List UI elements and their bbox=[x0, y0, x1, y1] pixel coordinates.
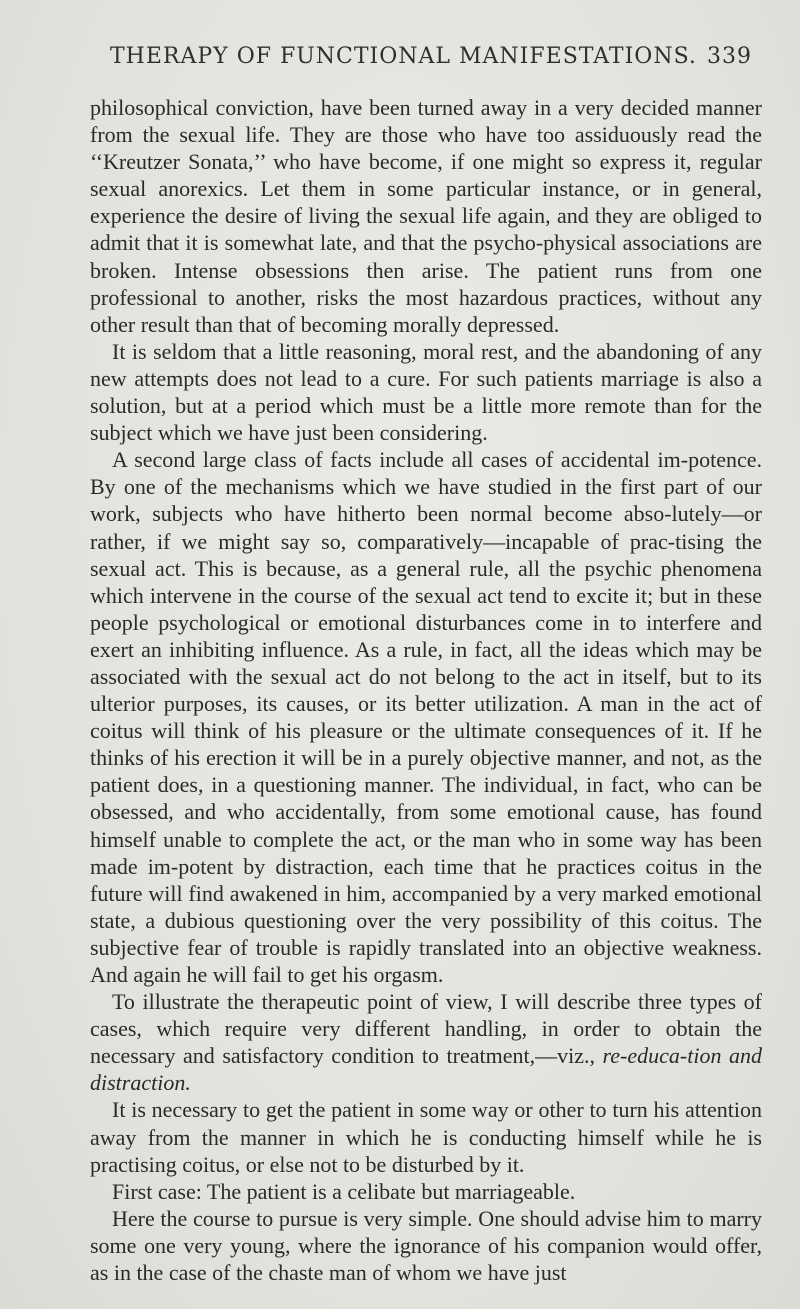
paragraph-5: It is necessary to get the patient in some way or other to turn his attention away from the manner in which he is conducting himself while he is practising coitus, or else not to be disturbed by it. bbox=[90, 1097, 762, 1177]
paragraph-7: Here the course to pursue is very simple. One should advise him to marry some one very young, where the ignorance of his companion would offer, as in the case of the chaste man of whom we have just bbox=[90, 1205, 762, 1286]
running-title: THERAPY OF FUNCTIONAL MANIFESTATIONS. bbox=[110, 44, 697, 69]
body-text bbox=[90, 94, 762, 1286]
paragraph-2: It is seldom that a little reasoning, moral rest, and the abandoning of any new attempts does not lead to a cure. For such patients marriage is also a solution, but at a period which must be a little more remote than for the subject which we have just been considering. bbox=[90, 338, 762, 446]
running-head bbox=[90, 44, 762, 94]
paragraph-4-text: To illustrate the therapeutic point of view, I will describe three types of cases, which require very different handling, in order to obtain the necessary and satisfactory condition to treatment,—viz., bbox=[90, 989, 762, 1069]
paragraph-1: philosophical conviction, have been turned away in a very decided manner from the sexual life. They are those who have too assiduously read the ‘‘Kreutzer Sonata,’’ who have become, if one might so express it, regular sexual anorexics. Let them in some particular instance, or in general, experience the desire of living the sexual life again, and they are obliged to admit that it is somewhat late, and that the psycho-physical associations are broken. Intense obsessions then arise. The patient runs from one professional to another, risks the most hazardous practices, without any other result than that of becoming morally depressed. bbox=[90, 95, 762, 337]
page-number: 339 bbox=[707, 44, 752, 69]
paragraph-4 bbox=[90, 988, 762, 1096]
paragraph-3: A second large class of facts include all cases of accidental im-potence. By one of the mechanisms which we have studied in the first part of our work, subjects who have hitherto been normal become abso-lutely—or rather, if we might say so, comparatively—incapable of prac-tising the sexual act. This is because, as a general rule, all the psychic phenomena which intervene in the course of the sexual act tend to excite it; but in these people psychological or emotional disturbances come in to interfere and exert an inhibiting influence. As a rule, in fact, all the ideas which may be associated with the sexual act do not belong to the act in itself, but to its ulterior purposes, its causes, or its better utilization. A man in the act of coitus will think of his pleasure or the ultimate consequences of it. If he thinks of his erection it will be in a purely objective manner, and not, as the patient does, in a questioning manner. The individual, in fact, who can be obsessed, and who accidentally, from some emotional cause, has found himself unable to complete the act, or the man who in some way has been made im-potent by distraction, each time that he practices coitus in the future will find awakened in him, accompanied by a very marked emotional state, a dubious questioning over the very possibility of this coitus. The subjective fear of trouble is rapidly translated into an objective weakness. And again he will fail to get his orgasm. bbox=[90, 447, 762, 987]
paragraph-6: First case: The patient is a celibate but marriageable. bbox=[112, 1178, 576, 1204]
paragraph-4-italic: re-educa-tion and distraction. bbox=[90, 1043, 762, 1096]
